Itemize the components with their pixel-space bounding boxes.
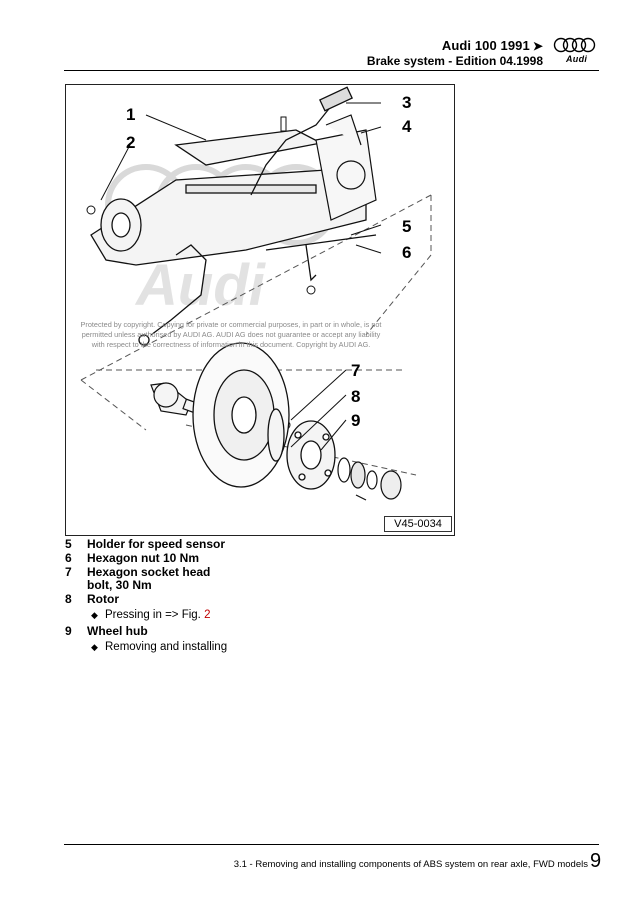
audi-logo-text: Audi <box>566 54 588 64</box>
parts-list <box>65 538 425 657</box>
item-label: Rotor <box>87 592 119 606</box>
callout-2: 2 <box>126 133 136 152</box>
callout-7: 7 <box>351 361 361 380</box>
exploded-view-figure <box>65 84 455 536</box>
list-item <box>65 552 425 565</box>
item-number: 5 <box>65 537 72 551</box>
subitem-text: Pressing in => Fig. <box>105 609 205 621</box>
list-subitem <box>91 608 425 623</box>
callout-8: 8 <box>351 387 361 406</box>
list-item <box>65 625 425 638</box>
item-number: 8 <box>65 592 72 606</box>
footer-section-title: 3.1 - Removing and installing components of ABS system on rear axle, FWD models <box>233 859 588 870</box>
item-number: 7 <box>65 565 72 579</box>
item-number: 9 <box>65 624 72 638</box>
list-item <box>65 538 425 551</box>
item-label: Hexagon socket head bolt, 30 Nm <box>87 565 211 592</box>
item-number: 6 <box>65 551 72 565</box>
footer-rule <box>64 844 599 845</box>
figure-label: V45-0034 <box>384 516 452 532</box>
forward-arrow-icon[interactable]: ➤ <box>532 39 543 53</box>
manual-title <box>442 38 543 53</box>
callout-5: 5 <box>402 217 412 236</box>
subitem-text: Removing and installing <box>105 641 228 653</box>
header-rule <box>64 70 599 71</box>
watermark-audi-icon: Audi <box>136 253 265 318</box>
callout-9: 9 <box>351 411 361 430</box>
item-label: Holder for speed sensor <box>87 537 226 551</box>
list-item <box>65 566 425 592</box>
manual-subtitle: Brake system - Edition 04.1998 <box>366 54 543 68</box>
page-number: 9 <box>590 850 602 872</box>
manual-title-text: Audi 100 1991 <box>441 38 530 53</box>
copyright-watermark: Protected by copyright. Copying for private or commercial purposes, in part or in whole, is not permitted unless authorised by AUDI AG. AUDI AG does not guarantee or accept any liability with respect to the correctness of information in this document. Copyright by AUDI AG. <box>80 320 382 349</box>
callout-4: 4 <box>402 117 412 136</box>
figure-reference-link[interactable]: 2 <box>204 609 211 621</box>
diamond-bullet-icon: ◆ <box>91 642 98 652</box>
list-subitem <box>91 640 425 655</box>
item-label: Hexagon nut 10 Nm <box>87 551 200 565</box>
callout-3: 3 <box>402 93 412 112</box>
item-label: Wheel hub <box>87 624 148 638</box>
callout-6: 6 <box>402 243 412 262</box>
brake-assembly-drawing <box>66 85 456 537</box>
diamond-bullet-icon: ◆ <box>91 610 98 620</box>
list-item <box>65 593 425 606</box>
callout-1: 1 <box>126 105 136 124</box>
